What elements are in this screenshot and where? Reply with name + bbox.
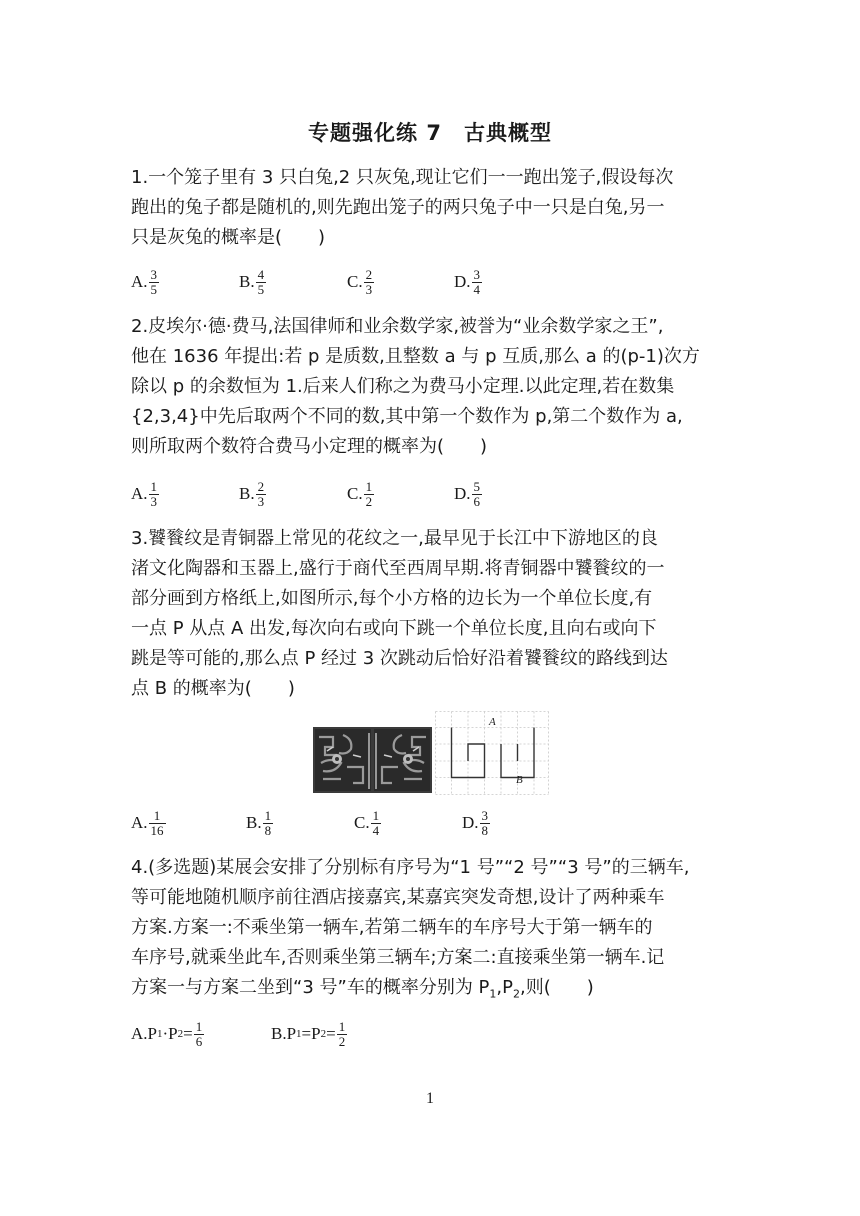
text-line: 跑出的兔子都是随机的,则先跑出笼子的两只兔子中一只是白兔,另一	[131, 197, 665, 218]
text-line: 点 B 的概率为( )	[131, 678, 295, 699]
option-b[interactable]: B. $\frac{1}{8}$	[246, 807, 272, 838]
option-c[interactable]: C. $\frac{1}{4}$	[354, 807, 380, 838]
text-line: 4.(多选题)某展会安排了分别标有序号为“1 号”“2 号”“3 号”的三辆车,	[131, 857, 690, 878]
text-line: 车序号,就乘坐此车,否则乘坐第三辆车;方案二:直接乘坐第一辆车.记	[131, 947, 665, 968]
text-line: 2.皮埃尔·德·费马,法国律师和业余数学家,被誉为“业余数学家之王”,	[131, 316, 664, 337]
question-1-text	[131, 163, 731, 253]
taotie-bronze-photo	[313, 727, 432, 793]
option-a[interactable]: A. $\frac{1}{16}$	[131, 807, 164, 838]
option-d[interactable]: D. $\frac{5}{6}$	[454, 478, 481, 509]
text-line: 等可能地随机顺序前往酒店接嘉宾,某嘉宾突发奇想,设计了两种乘车	[131, 887, 665, 908]
option-b[interactable]: B. $\frac{4}{5}$	[239, 266, 265, 297]
text-line: 除以 p 的余数恒为 1.后来人们称之为费马小定理.以此定理,若在数集	[131, 376, 675, 397]
grid-paper-diagram	[435, 711, 549, 795]
question-3-text	[131, 524, 731, 704]
question-1-options	[131, 262, 731, 302]
point-b-label: B	[516, 774, 523, 786]
option-b[interactable]: B. $\frac{2}{3}$	[239, 478, 265, 509]
question-3-options	[131, 803, 731, 843]
text-line: 3.饕餮纹是青铜器上常见的花纹之一,最早见于长江中下游地区的良	[131, 528, 658, 549]
text-line: 1.一个笼子里有 3 只白兔,2 只灰兔,现让它们一一跑出笼子,假设每次	[131, 167, 674, 188]
option-b[interactable]: B.P 1 =P 2 = $\frac{1}{2}$	[271, 1018, 346, 1049]
text-line: 跳是等可能的,那么点 P 经过 3 次跳动后恰好沿着饕餮纹的路线到达	[131, 648, 668, 669]
text-line: 部分画到方格纸上,如图所示,每个小方格的边长为一个单位长度,有	[131, 588, 653, 609]
text-line: 则所取两个数符合费马小定理的概率为( )	[131, 436, 488, 457]
option-c[interactable]: C. $\frac{1}{2}$	[347, 478, 373, 509]
option-c[interactable]: C. $\frac{2}{3}$	[347, 266, 373, 297]
option-a[interactable]: A. $\frac{1}{3}$	[131, 478, 158, 509]
question-4-text	[131, 853, 731, 1010]
option-a[interactable]: A. $\frac{3}{5}$	[131, 266, 158, 297]
option-d[interactable]: D. $\frac{3}{4}$	[454, 266, 481, 297]
question-4-options	[131, 1014, 731, 1054]
page-title: 专题强化练 7 古典概型	[308, 121, 552, 145]
text-line: 方案一与方案二坐到“3 号”车的概率分别为 $P_1,P_2$,则( )	[131, 977, 594, 1001]
text-line: 一点 P 从点 A 出发,每次向右或向下跳一个单位长度,且向右或向下	[131, 618, 657, 639]
text-line: 只是灰兔的概率是( )	[131, 227, 326, 248]
text-line: 他在 1636 年提出:若 p 是质数,且整数 a 与 p 互质,那么 a 的(p-1)次方	[131, 346, 700, 367]
option-a[interactable]: A.P 1 ·P 2 = $\frac{1}{6}$	[131, 1018, 203, 1049]
text-line: {2,3,4}中先后取两个不同的数,其中第一个数作为 p,第二个数作为 a,	[131, 406, 683, 427]
text-line: 渚文化陶器和玉器上,盛行于商代至西周早期.将青铜器中饕餮纹的一	[131, 558, 665, 579]
question-2-text	[131, 312, 731, 462]
text-line: 方案.方案一:不乘坐第一辆车,若第二辆车的车序号大于第一辆车的	[131, 917, 653, 938]
page-number: 1	[426, 1090, 434, 1107]
question-2-options	[131, 474, 731, 514]
point-a-label: A	[489, 716, 496, 728]
option-d[interactable]: D. $\frac{3}{8}$	[462, 807, 489, 838]
taotie-figure	[313, 711, 549, 795]
